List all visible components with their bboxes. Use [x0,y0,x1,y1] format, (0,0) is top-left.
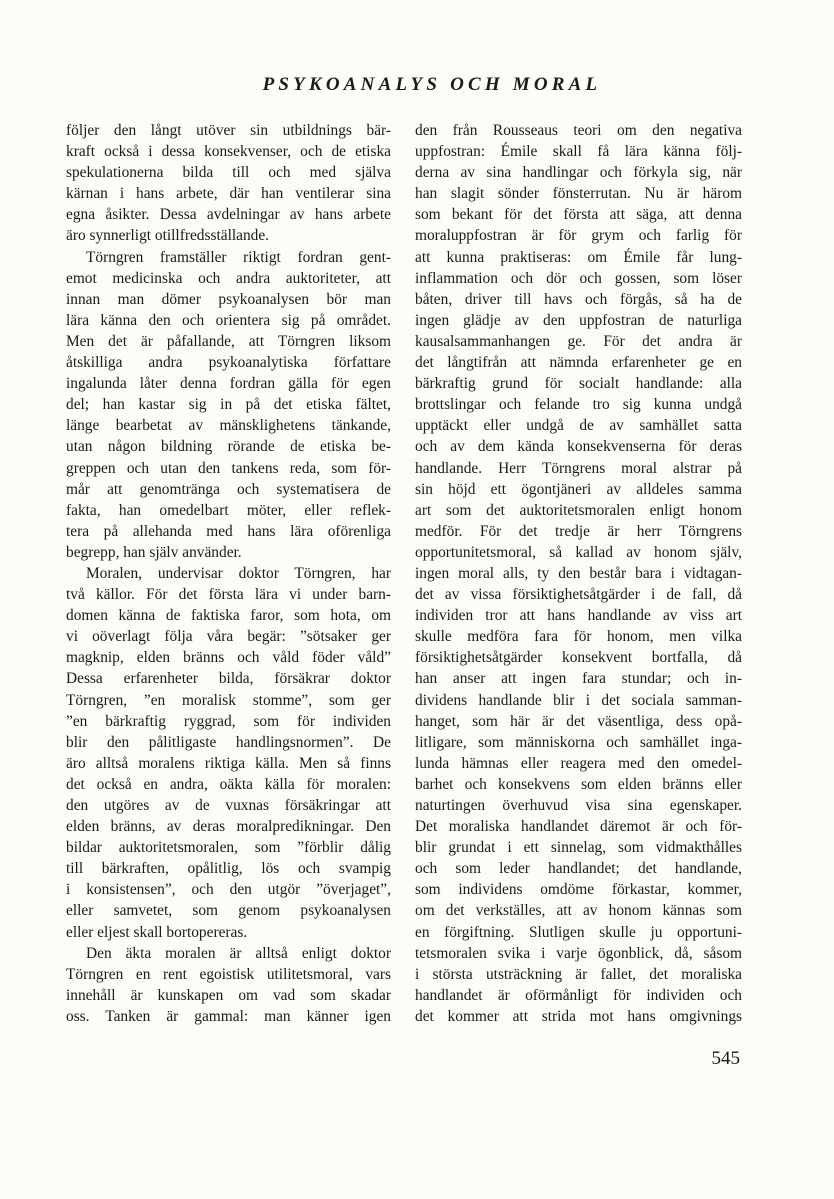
text-line: sin höjd ett ögontjäneri av alldeles samma [415,480,742,498]
text-line: brottslingar och felande tro sig kunna undgå [415,396,742,414]
text-line: bärkraftig grund för socialt handlande: alla [415,375,742,393]
page-number: 545 [711,1048,740,1069]
text-line: ingalunda låter denna fordran gälla för egen [66,375,391,393]
text-line: hanget, som här är det väsentliga, dess opå- [415,712,742,730]
text-line: upptäckt eller undgå de av samhället satta [415,417,742,435]
text-line: elden bränns, av deras moralpredikningar. Den [66,818,391,836]
text-line: att kunna praktiseras: om Émile får lung- [415,248,742,266]
text-line: utan någon bildning rörande de etiska be- [66,438,391,456]
text-line: kraft också i dessa konsekvenser, och de etiska [66,143,391,161]
text-line: fakta, han omedelbart möter, eller reflek- [66,501,391,519]
text-line: domen känna de faktiska faror, som hota, om [66,607,391,625]
text-line: äro alltså moralens riktiga källa. Men så finns [66,754,391,772]
text-line: Törngren, ”en moralisk stomme”, som ger [66,691,391,709]
text-line: magknip, elden bränns och våld föder våld” [66,649,391,667]
text-line: lära känna den och orientera sig på området. [66,311,391,329]
text-line: det också en andra, oäkta källa för moralen: [66,775,391,793]
text-line: greppen och utan den tankens reda, som för- [66,459,391,477]
text-line: lunda hämnas eller reagera med den omedel- [415,754,742,772]
text-line: individen tror att hans handlande av viss art [415,607,742,625]
text-line: inflammation och dör och gossen, som löser [415,269,742,287]
text-line: emot medicinska och andra auktoriteter, att [66,269,391,287]
text-line: dividens handlande blir i det sociala samman- [415,691,742,709]
text-line: egna åsikter. Dessa avdelningar av hans arbete [66,206,391,224]
text-line: ingen moral alls, ty den består bara i vidtagan- [415,564,742,582]
text-line: Den äkta moralen är alltså enligt doktor [86,944,391,962]
text-line: moraluppfostran är för grym och farlig för [415,227,742,245]
text-line: i konsistensen”, och den utgör ”överjaget”, [66,881,391,899]
text-line: eller samvetet, som genom psykoanalysen [66,902,391,920]
text-line: naturtingen överhuvud visa sina egenskaper. [415,797,742,814]
text-line: båten, driver till havs och förgås, så ha de [415,290,742,308]
text-line: bildar auktoritetsmoralen, som ”förblir dålig [66,839,391,857]
text-line: derna av sina handlingar och förkyla sig, när [415,164,742,182]
text-line: blir den pålitligaste handlingsnormen”. De [66,733,391,751]
text-line: del; han kastar sig in på det etiska fältet, [66,396,391,414]
text-line: den från Rousseaus teori om den negativa [415,122,742,139]
text-line: Men det är påfallande, att Törngren liksom [66,332,391,350]
text-line: åtskilliga andra psykoanalytiska författare [66,354,391,372]
text-line: begrepp, han själv använder. [66,543,242,561]
text-line: försiktighetsåtgärder konsekvent bortfalla, då [415,649,742,667]
text-line: medför. För det tredje är herr Törngrens [415,522,742,540]
text-line: innehåll är kunskapen om vad som skadar [66,986,391,1004]
text-line: spekulationerna bilda till och med själva [66,164,391,182]
text-line: kärnan i hans arbete, där han ventilerar sina [66,185,391,203]
text-line: handlande. Herr Törngrens moral alstrar på [415,459,742,477]
text-line: följer den långt utöver sin utbildnings bär- [66,122,391,139]
text-line: ingen glädje av den uppfostran de naturliga [415,311,742,329]
text-line: han slagit sönder fönsterrutan. Nu är härom [415,185,742,203]
text-line: han anser att ingen fara stundar; och in- [415,670,742,688]
text-line: en förgiftning. Slutligen skulle ju opportuni- [415,923,742,941]
text-line: skulle medföra fara för honom, men vilka [415,628,742,646]
text-line: barhet och konsekvens som elden bränns eller [415,775,742,793]
text-line: tera på allehanda med hans lära oförenliga [66,522,391,540]
text-line: art som det auktoritetsmoralen enligt honom [415,501,742,519]
text-line: som individens omdöme förkastar, kommer, [415,881,742,899]
text-line: Törngren framställer riktigt fordran gent- [86,248,391,266]
text-line: i största utsträckning är fallet, det moraliska [415,965,742,983]
left-column [66,120,391,1027]
text-line: det kommer att strida mot hans omgivnings [415,1007,742,1025]
text-line: som bekant för det första att säga, att denna [415,206,742,224]
text-line: Det moraliska handlandet däremot är och för- [415,818,742,836]
text-line: äro synnerligt otillfredsställande. [66,227,270,245]
running-title: PSYKOANALYS OCH MORAL [262,74,602,95]
text-line: länge bearbetat av mänsklighetens tänkande, [66,417,391,435]
text-line: vi oöverlagt följa våra begär: ”sötsaker ger [66,628,391,646]
text-line: till bärkraften, opålitlig, lös och svampig [66,860,391,878]
text-line: Moralen, undervisar doktor Törngren, har [86,564,391,582]
text-line: eller eljest skall bortopereras. [66,923,248,941]
text-line: och som leder handlandet; det handlande, [415,860,742,878]
text-line: Dessa erfarenheter bilda, försäkrar doktor [66,670,391,688]
text-line: ”en bärkraftig ryggrad, som för individen [66,712,391,730]
text-line: blir grundat i ett sinnelag, som vidmakthålles [415,839,742,857]
text-line: opportunitetsmoral, så kallad av honom själv, [415,543,742,561]
text-line: om det verkställes, att av honom kännas som [415,902,742,920]
text-line: litligare, som människorna och samhället inga- [415,733,742,751]
text-line: den utgöres av de vuxnas försäkringar att [66,797,391,814]
text-line: tetsmoralen svika i varje ögonblick, då, såsom [415,944,742,962]
text-line: mår att genomtränga och systematisera de [66,480,391,498]
text-line: två källor. För det första lära vi under barn- [66,586,391,604]
right-column [415,120,742,1027]
text-line: det av vissa försiktighetsåtgärder i de fall, då [415,586,742,604]
text-line: innan man dömer psykoanalysen bör man [66,290,391,308]
text-line: kausalsammanhangen ge. För det andra är [415,332,742,350]
text-line: och av dem kända konsekvenserna för deras [415,438,742,456]
text-line: uppfostran: Émile skall få lära känna följ- [415,143,742,161]
text-line: oss. Tanken är gammal: man känner igen [66,1007,391,1025]
text-line: handlandet är oförmånligt för individen och [415,986,742,1004]
text-line: det långtifrån att nämnda erfarenheter ge en [415,354,742,372]
text-line: Törngren en rent egoistisk utilitetsmoral, vars [66,965,391,983]
